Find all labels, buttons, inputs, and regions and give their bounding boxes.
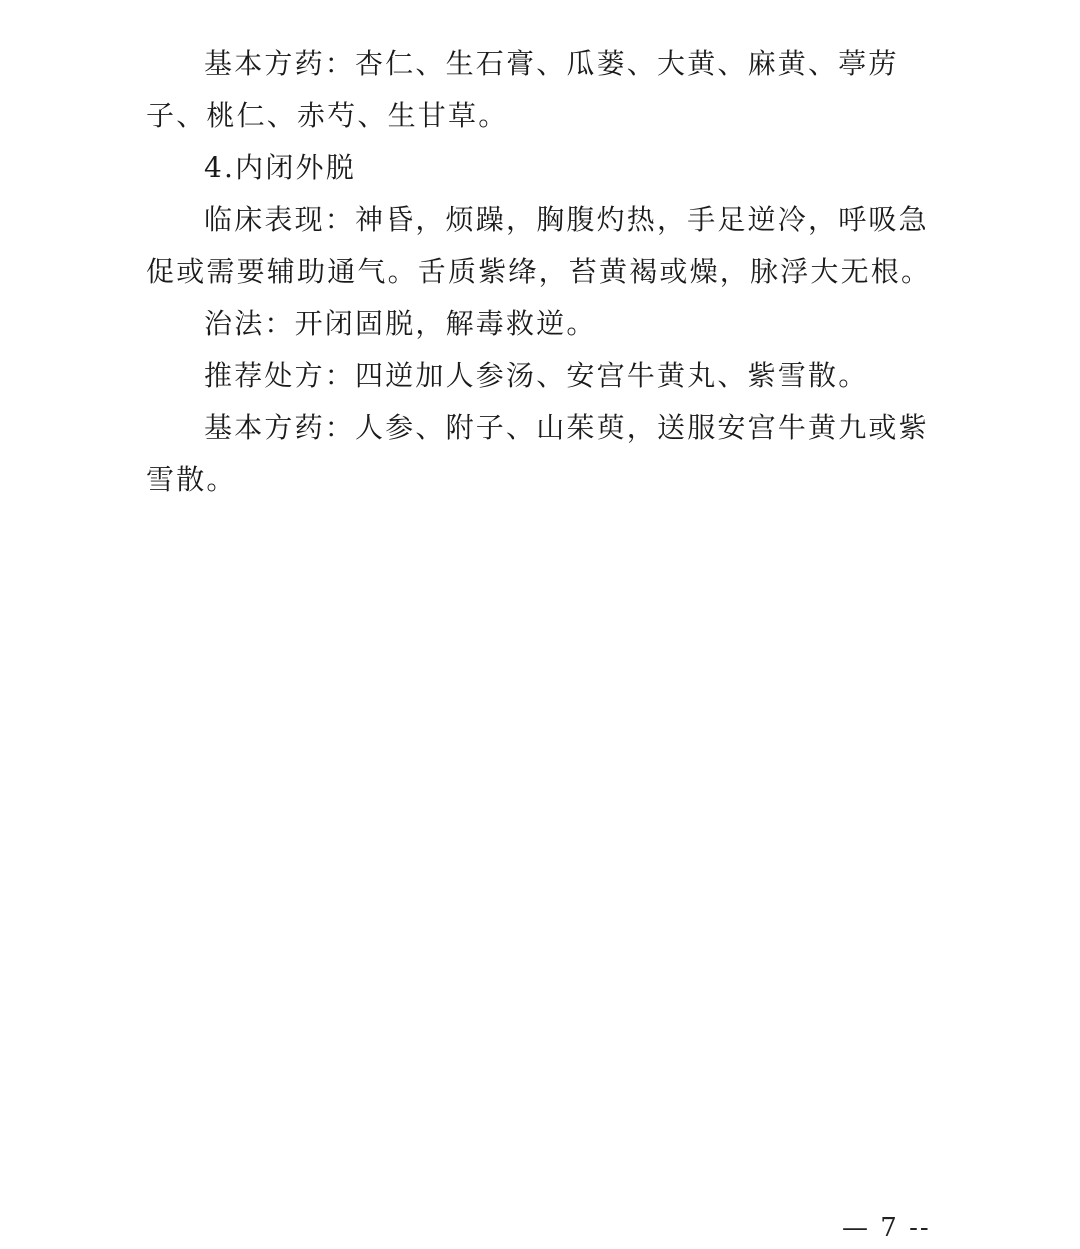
paragraph-clinical-manifestation: 临床表现：神昏，烦躁，胸腹灼热，手足逆冷，呼吸急促或需要辅助通气。舌质紫绛，苔黄褐或燥，脉浮大无根。 [146,203,932,288]
paragraph-recommended-prescription: 推荐处方：四逆加人参汤、安宫牛黄丸、紫雪散。 [204,359,869,392]
paragraph-treatment-method: 治法：开闭固脱，解毒救逆。 [204,307,597,340]
section-heading-neibi-waituo: 4.内闭外脱 [204,151,356,184]
document-body [146,38,946,506]
paragraph-basic-herbs-2: 基本方药：人参、附子、山茱萸，送服安宫牛黄九或紫雪散。 [146,411,929,496]
paragraph-basic-herbs-1: 基本方药：杏仁、生石膏、瓜蒌、大黄、麻黄、葶苈子、桃仁、赤芍、生甘草。 [146,47,899,132]
page-number: — 7 -- [842,1213,931,1243]
